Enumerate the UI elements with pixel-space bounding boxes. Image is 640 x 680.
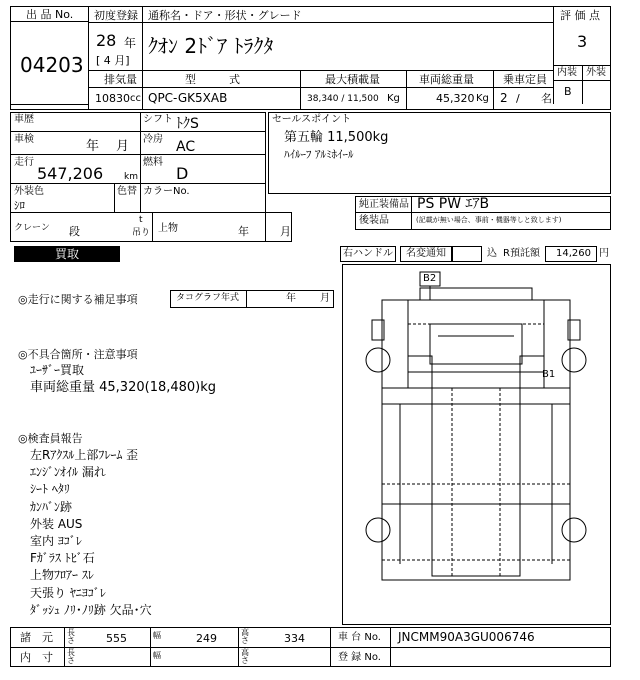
crane-label: クレーン <box>14 223 50 233</box>
mileage-unit: km <box>124 172 138 182</box>
shift: ﾄｸS <box>176 116 199 132</box>
model: QPC-GK5XAB <box>148 91 228 105</box>
name-change-value <box>452 246 482 262</box>
b2-marker: B2 <box>423 273 437 284</box>
max-load-unit: Kg <box>387 93 400 104</box>
first-reg-year: 28 <box>96 31 117 50</box>
lot-no: 04203 <box>20 53 84 77</box>
tacho-label: タコグラフ年式 <box>176 293 240 303</box>
interior-length-label: 長さ <box>67 648 75 665</box>
chassis-label: 車 台 No. <box>338 632 381 643</box>
sales-point-line-2: ﾊｲﾙｰﾌ ｱﾙﾐﾎｲｰﾙ <box>284 148 354 161</box>
name-label: 通称名・ドア・形状・グレード <box>148 9 302 22</box>
inspector-line: 左Rｱｸｽﾙ上部ﾌﾚｰﾑ 歪 <box>30 448 139 462</box>
genuine-equipment-label: 純正装備品 <box>359 199 409 210</box>
inspector-line: 天張り ﾔﾆﾖｺﾞﾚ <box>30 585 106 600</box>
crane-ton-unit: t <box>139 215 143 225</box>
upper-label: 上物 <box>158 223 178 234</box>
inspector-line: 室内 ﾖｺﾞﾚ <box>30 534 82 548</box>
inspector-line: ｼｰﾄ ﾍﾀﾘ <box>30 482 70 497</box>
b1-marker: B1 <box>542 369 556 380</box>
interior-dims-label: 内 寸 <box>20 651 53 664</box>
capacity: 2 <box>500 91 508 105</box>
fuel-label: 燃料 <box>143 157 163 168</box>
exterior-label: 外装 <box>586 67 606 78</box>
defect-line-1: ﾕｰｻﾞｰ買取 <box>30 363 85 377</box>
gross-weight: 45,320 <box>436 92 475 105</box>
inspector-line: ｶﾝﾊﾞﾝ跡 <box>30 499 73 514</box>
first-reg-label: 初度登録 <box>94 9 138 22</box>
chassis-no: JNCMM90A3GU006746 <box>398 630 535 644</box>
shift-label: シフト <box>143 114 173 125</box>
vehicle-name: ｸｵﾝ 2ﾄﾞｱ ﾄﾗｸﾀ <box>148 34 274 58</box>
displacement-label: 排気量 <box>104 73 137 86</box>
r-deposit-label: R預託額 <box>503 248 540 259</box>
inspector-line: 外装 AUS <box>30 516 83 531</box>
length-label: 長さ <box>67 628 75 645</box>
model-label: 型 式 <box>185 73 240 86</box>
inspector-line: Fｶﾞﾗｽ ﾄﾋﾞ石 <box>30 551 95 566</box>
displacement-unit: cc <box>130 93 141 104</box>
inspector-label: ◎検査員報告 <box>18 432 83 445</box>
mileage: 547,206 <box>37 164 104 183</box>
inspector-line: ｴﾝｼﾞﾝｵｲﾙ 漏れ <box>30 465 106 480</box>
history-label: 車歴 <box>14 114 34 125</box>
displacement: 10830 <box>95 92 130 105</box>
length: 555 <box>106 632 127 645</box>
aftermarket-label: 後装品 <box>359 215 389 226</box>
ext-color: ｼﾛ <box>14 199 25 212</box>
gross-weight-unit: Kg <box>476 93 489 104</box>
tacho-month-unit: 月 <box>320 293 330 304</box>
fuel: D <box>176 164 189 183</box>
first-reg-year-unit: 年 <box>124 36 137 50</box>
color-code-label: カラーNo. <box>143 186 190 197</box>
steering-box: 右ハンドル <box>340 246 396 262</box>
mileage-label: 走行 <box>14 157 34 168</box>
lot-no-label: 出 品 No. <box>26 8 74 21</box>
color-no-label: 色替 <box>117 186 137 197</box>
interior-label: 内装 <box>557 67 577 78</box>
gross-weight-label: 車両総重量 <box>419 73 474 86</box>
travel-notes-label: ◎走行に関する補足事項 <box>18 293 138 306</box>
width: 249 <box>196 632 217 645</box>
ac-label: 冷房 <box>143 134 163 145</box>
truck-diagram <box>342 264 611 625</box>
kaitori-banner: 買取 <box>14 246 120 262</box>
inspection-year-unit: 年 <box>86 139 100 154</box>
transfer-label: 込 <box>487 248 497 259</box>
dims-label: 諸 元 <box>20 631 53 644</box>
capacity-unit: 名 <box>541 92 552 105</box>
upper-year-unit: 年 <box>238 225 249 238</box>
name-change-label: 名変通知 <box>400 246 452 262</box>
aftermarket-note: (記載が無い場合、事前・機器等しと致します) <box>416 216 562 224</box>
ext-color-label: 外装色 <box>14 186 44 197</box>
capacity-label: 乗車定員 <box>503 73 547 86</box>
max-load: 38,340 / 11,500 <box>307 94 379 104</box>
crane-step-unit: 段 <box>69 225 80 238</box>
sales-point-line-1: 第五輪 11,500kg <box>284 130 389 145</box>
inspector-line: 上物ﾌﾛｱｰ ｽﾚ <box>30 568 94 583</box>
width-label: 幅 <box>153 631 161 640</box>
upper-row-frame <box>152 212 292 242</box>
interior-grade: B <box>564 85 572 98</box>
ac: AC <box>176 139 196 155</box>
interior-height-label: 高さ <box>241 648 249 665</box>
defects-label: ◎不具合箇所・注意事項 <box>18 348 138 361</box>
upper-month-unit: 月 <box>280 225 291 238</box>
crane-hang-unit: 吊り <box>132 228 151 238</box>
r-deposit: 14,260 <box>556 248 591 259</box>
tacho-year-unit: 年 <box>286 293 296 304</box>
first-reg-month: [ 4 月] <box>96 54 130 67</box>
score-label: 評 価 点 <box>560 9 600 22</box>
r-deposit-unit: 円 <box>599 248 609 259</box>
height-label: 高さ <box>241 628 249 645</box>
height: 334 <box>284 632 305 645</box>
reg-label: 登 録 No. <box>338 652 381 663</box>
score: 3 <box>577 32 588 51</box>
capacity-sep: / <box>516 92 520 105</box>
inspection-label: 車検 <box>14 134 34 145</box>
inspection-month-unit: 月 <box>116 139 130 154</box>
interior-width-label: 幅 <box>153 651 161 660</box>
genuine-equipment: PS PW ｴｱB <box>417 196 490 212</box>
sales-points-label: セールスポイント <box>272 114 352 125</box>
defect-line-2: 車両総重量 45,320(18,480)kg <box>30 380 217 395</box>
inspector-line: ﾀﾞｯｼｭ ﾉﾘ･ﾉﾘ跡 欠品･穴 <box>30 602 152 617</box>
max-load-label: 最大積載量 <box>325 73 380 86</box>
